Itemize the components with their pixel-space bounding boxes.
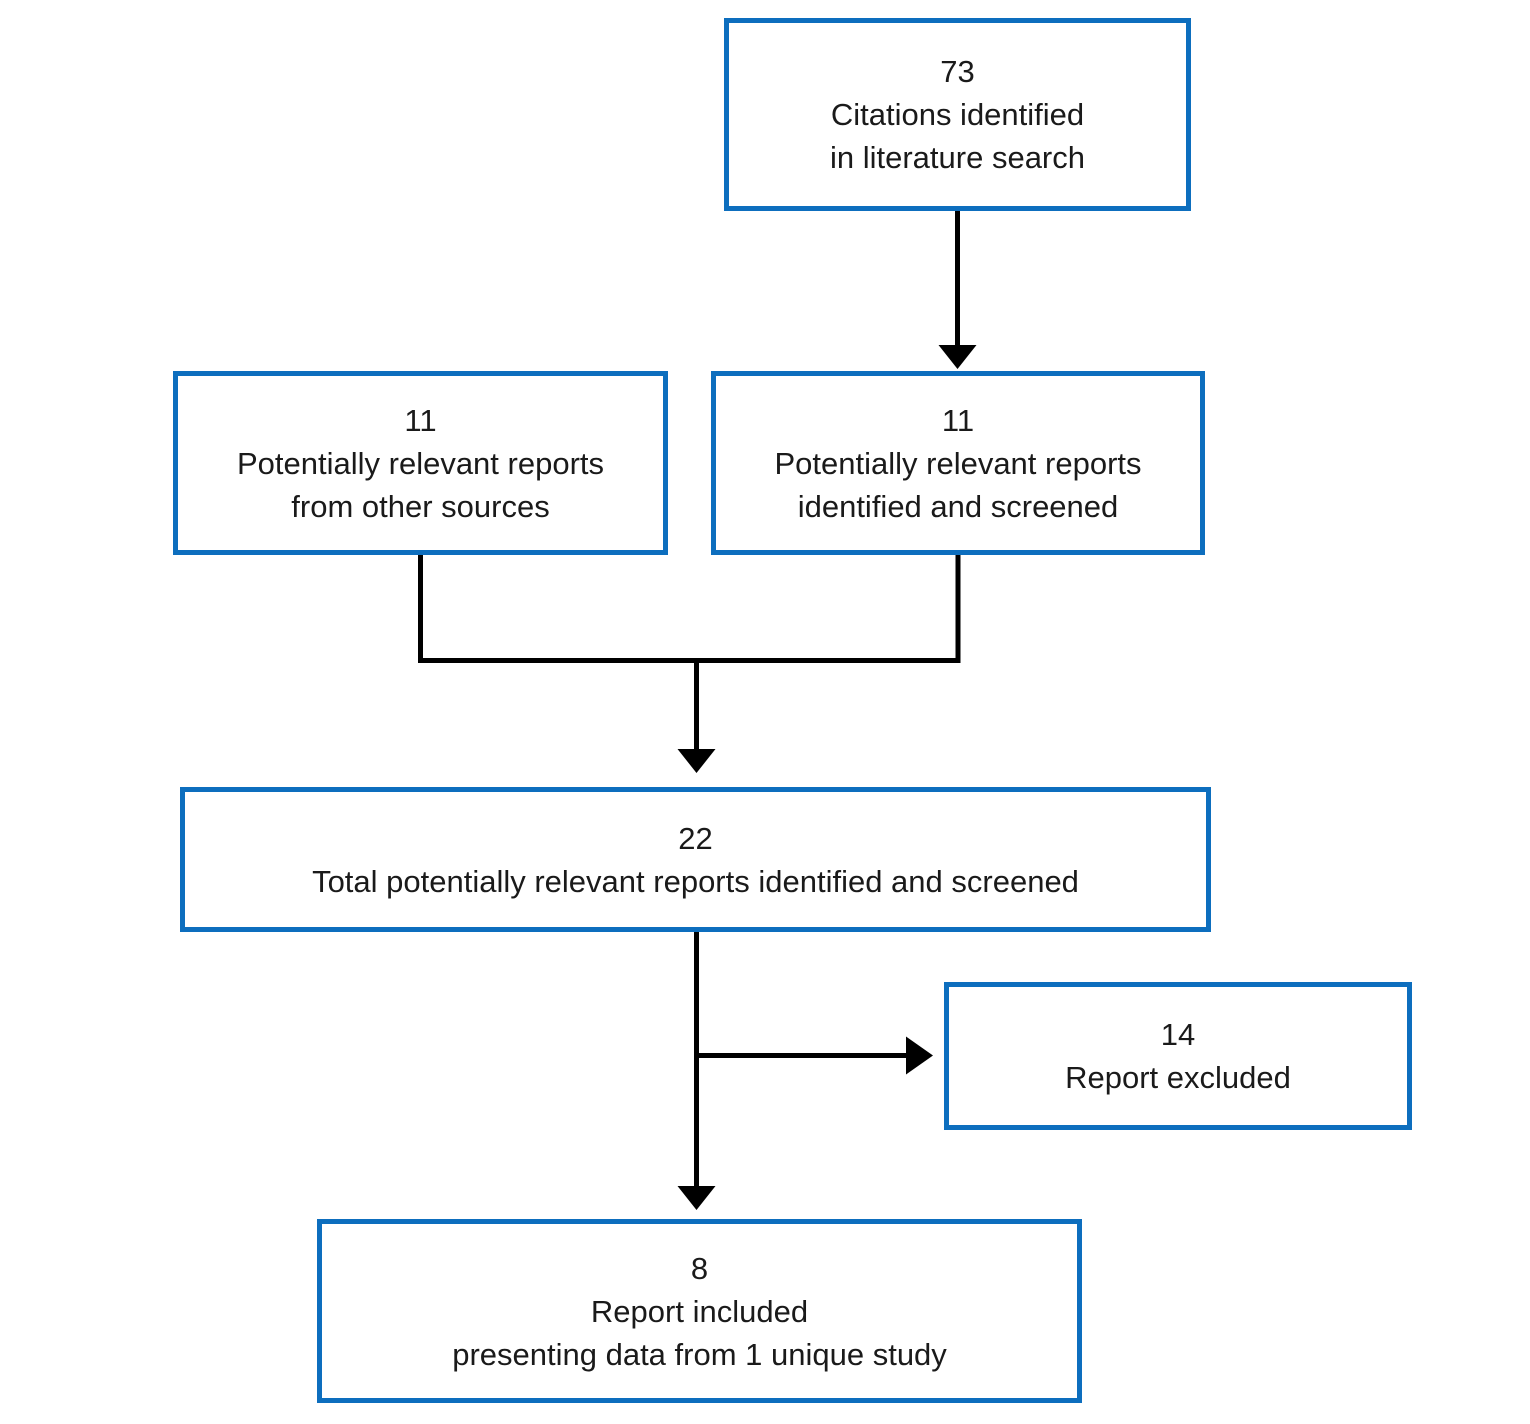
citations-count: 73	[940, 54, 975, 89]
box-report-excluded	[944, 982, 1412, 1130]
citations-line1: Citations identified	[830, 97, 1085, 132]
box-identified-screened	[711, 371, 1205, 555]
included-count: 8	[690, 1250, 709, 1286]
box-other-sources	[173, 371, 668, 555]
excluded-count: 14	[1160, 1017, 1196, 1052]
other-sources-line1: Potentially relevant reports	[236, 445, 605, 481]
identified-screened-count: 11	[941, 402, 975, 438]
arrow-merge-to-total	[678, 658, 716, 773]
other-sources-line2: from other sources	[291, 488, 550, 524]
box-citations-identified	[724, 18, 1191, 211]
arrow-total-to-included	[678, 930, 716, 1210]
identified-screened-line2: identified and screened	[797, 488, 1119, 524]
arrow-total-to-excluded	[697, 1037, 934, 1075]
connector-merge	[421, 553, 959, 661]
excluded-line1: Report excluded	[1065, 1060, 1291, 1095]
included-line2: presenting data from 1 unique study	[452, 1336, 947, 1372]
other-sources-count: 11	[404, 402, 437, 438]
citations-line2: in literature search	[829, 140, 1085, 175]
total-screened-count: 22	[678, 820, 713, 856]
box-total-screened	[180, 787, 1211, 932]
box-report-included	[317, 1219, 1082, 1403]
included-line1: Report included	[590, 1293, 809, 1329]
total-screened-line1: Total potentially relevant reports identified and screened	[312, 863, 1079, 899]
identified-screened-line1: Potentially relevant reports	[774, 445, 1142, 481]
arrow-citations-to-screened	[939, 211, 977, 369]
